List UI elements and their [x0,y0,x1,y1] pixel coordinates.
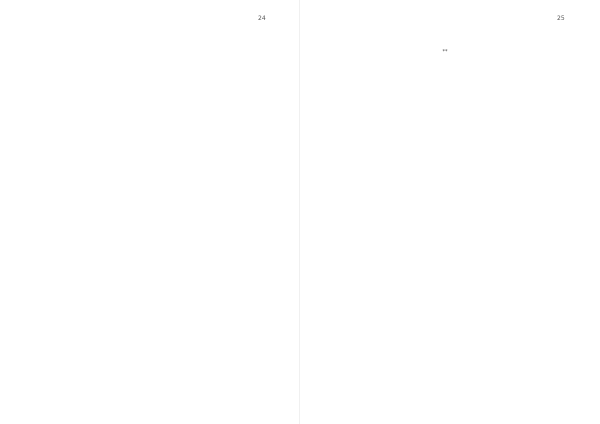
page-number-right: 25 [557,15,565,22]
page-right [300,0,600,424]
page-number-left: 24 [258,15,266,22]
page-right-text [332,47,558,58]
scene-break: ** [442,49,448,55]
